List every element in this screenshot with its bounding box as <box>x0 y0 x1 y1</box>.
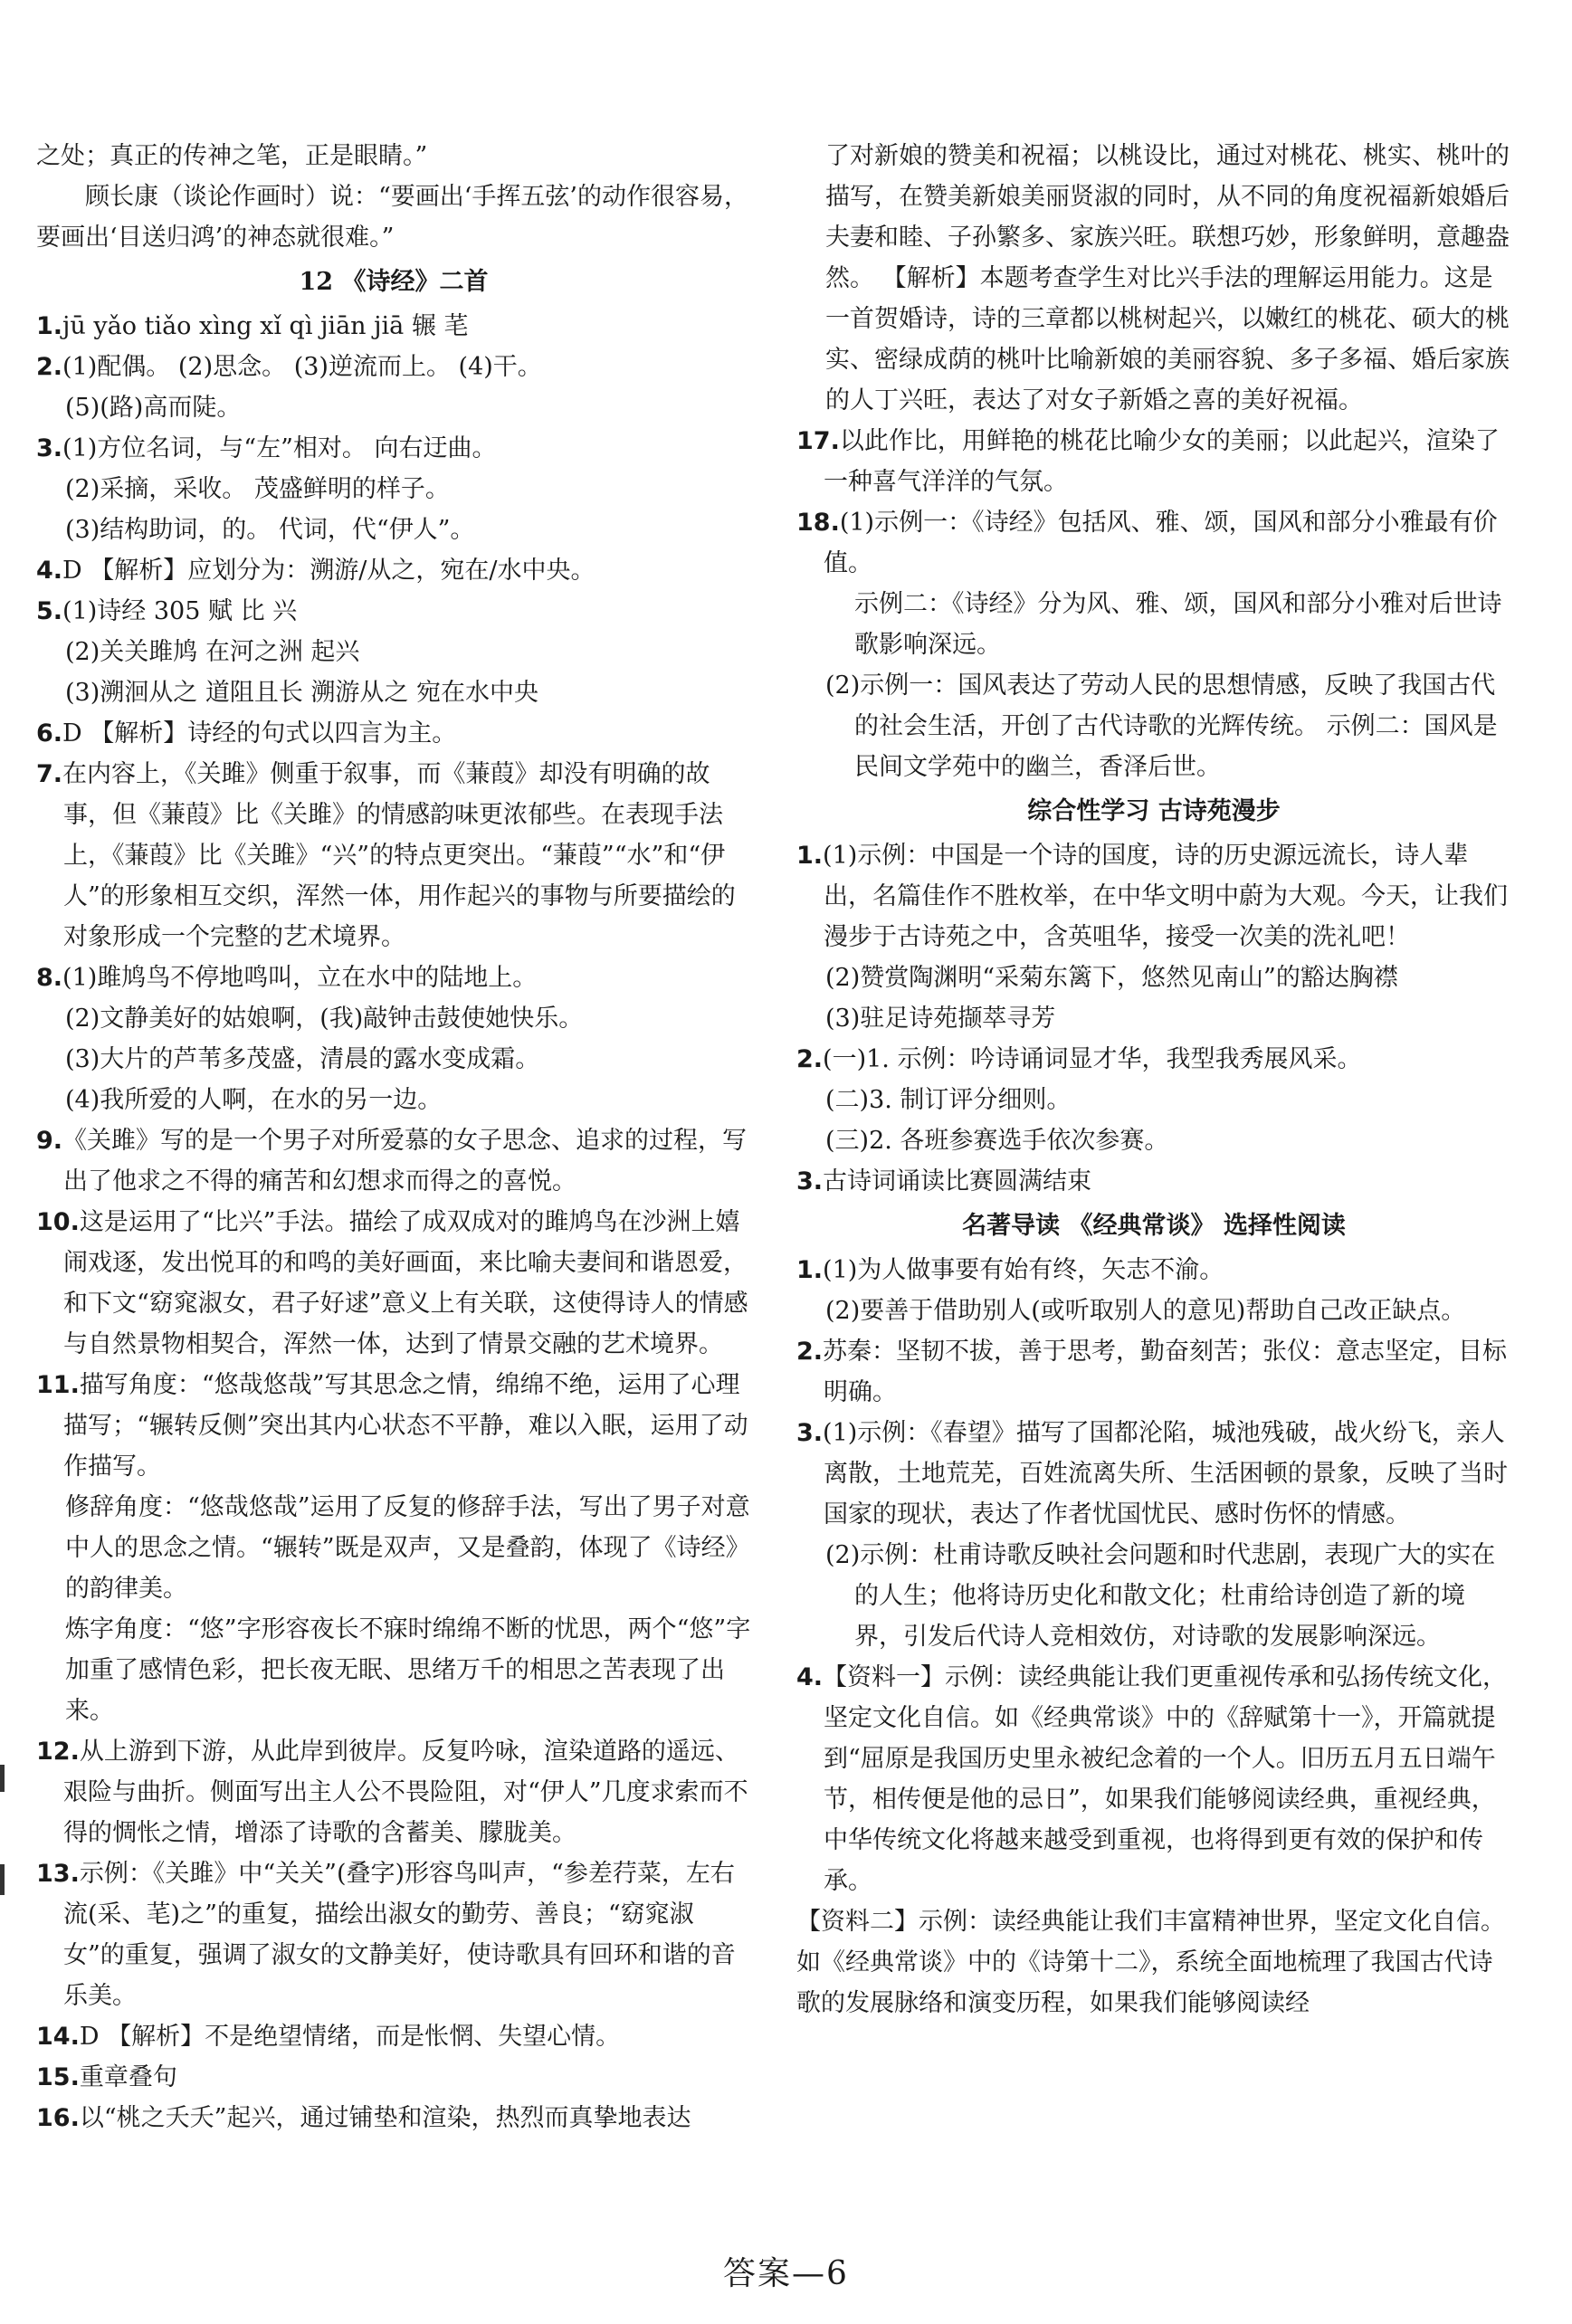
answer-paragraph <box>796 136 1511 421</box>
question-number: 9. <box>36 1127 63 1155</box>
answer-paragraph <box>796 1291 1511 1331</box>
answer-paragraph <box>36 1039 751 1080</box>
answer-paragraph <box>36 1487 751 1609</box>
answer-text: 名著导读 《经典常谈》 选择性阅读 <box>962 1212 1346 1240</box>
answer-paragraph <box>796 998 1511 1039</box>
answer-text: (1)示例：中国是一个诗的国度，诗的历史源远流长，诗人辈出，名篇佳作不胜枚举，在中华文明中蔚为大观。今天，让我们漫步于古诗苑之中，含英咀华，接受一次美的洗礼吧！ <box>823 842 1508 951</box>
question-number: 1. <box>36 312 63 340</box>
question-number: 2. <box>36 353 63 381</box>
answer-text: (4)我所爱的人啊，在水的另一边。 <box>65 1086 443 1114</box>
answer-text: 【资料一】示例：读经典能让我们更重视传承和弘扬传统文化，坚定文化自信。如《经典常谈》中的《辞赋第十一》，开篇就提到“屈原是我国历史里永被纪念着的一个人。旧历五月五日端午节，相传便是他的忌日”，如果我们能够阅读经典，重视经典，中华传统文化将越来越受到重视，也将得到更有效的保护和传承。 <box>823 1663 1508 1895</box>
question-number: 15. <box>36 2063 80 2091</box>
section-heading <box>796 1205 1511 1246</box>
answer-paragraph <box>796 957 1511 998</box>
answer-paragraph <box>796 665 1511 787</box>
answer-paragraph <box>36 1853 751 2016</box>
answer-paragraph <box>36 428 751 469</box>
answer-text: 示例：《关雎》中“关关”(叠字)形容鸟叫声，“参差荇菜，左右流(采、芼)之”的重复，描绘出淑女的勤劳、善良；“窈窕淑女”的重复，强调了淑女的文静美好，使诗歌具有回环和谐的音乐美。 <box>63 1860 736 2010</box>
answer-paragraph <box>796 835 1511 957</box>
answer-paragraph <box>796 1250 1511 1291</box>
answer-text: 示例二：《诗经》分为风、雅、颂，国风和部分小雅对后世诗歌影响深远。 <box>854 590 1502 659</box>
answer-text: 12 《诗经》二首 <box>299 268 489 296</box>
answer-text: (5)(路)高而陡。 <box>65 394 242 422</box>
answer-text: 修辞角度：“悠哉悠哉”运用了反复的修辞手法，写出了男子对意中人的思念之情。“辗转”既是双声，又是叠韵，体现了《诗经》的韵律美。 <box>65 1493 750 1603</box>
scan-edge-mark <box>0 1864 5 1895</box>
answer-text: 重章叠句 <box>79 2063 177 2091</box>
answer-paragraph <box>36 754 751 957</box>
answer-text: 这是运用了“比兴”手法。描绘了成双成对的雎鸠鸟在沙洲上嬉闹戏逐，发出悦耳的和鸣的美好画面，来比喻夫妻间和谐恩爱，和下文“窈窕淑女，君子好逑”意义上有关联，这使得诗人的情感与自然景物相契合，浑然一体，达到了情景交融的艺术境界。 <box>63 1208 748 1358</box>
question-number: 3. <box>796 1419 824 1447</box>
answer-paragraph <box>796 1413 1511 1535</box>
answer-text: 综合性学习 古诗苑漫步 <box>1027 797 1281 825</box>
answer-paragraph <box>796 1161 1511 1202</box>
answer-text: (1)示例：《春望》描写了国都沦陷，城池残破，战火纷飞，亲人离散，土地荒芜，百姓流离失所、生活困顿的景象，反映了当时国家的现状，表达了作者忧国忧民、感时伤怀的情感。 <box>823 1419 1508 1529</box>
answer-paragraph <box>36 1080 751 1120</box>
answer-paragraph <box>796 1039 1511 1080</box>
question-number: 3. <box>36 434 63 462</box>
answer-paragraph <box>796 1535 1511 1657</box>
question-number: 3. <box>796 1167 824 1195</box>
answer-text: D 【解析】诗经的句式以四言为主。 <box>62 719 457 748</box>
answer-paragraph <box>796 1657 1511 1901</box>
answer-paragraph <box>36 136 751 176</box>
answer-paragraph <box>36 469 751 510</box>
answer-paragraph <box>36 2098 751 2138</box>
answer-paragraph <box>36 510 751 550</box>
answer-text: 古诗词诵读比赛圆满结束 <box>823 1167 1092 1195</box>
question-number: 1. <box>796 1256 824 1284</box>
right-column <box>796 136 1511 2024</box>
answer-text: (1)雎鸠鸟不停地鸣叫，立在水中的陆地上。 <box>62 964 538 992</box>
answer-text: D 【解析】应划分为：溯游/从之，宛在/水中央。 <box>62 557 595 585</box>
section-heading <box>36 262 751 302</box>
answer-text: 顾长康（谈论作画时）说：“要画出‘手挥五弦’的动作很容易，要画出‘目送归鸿’的神态就很难。” <box>36 183 748 252</box>
answer-text: (1)为人做事要有始有终，矢志不渝。 <box>823 1256 1224 1284</box>
answer-paragraph <box>796 1120 1511 1161</box>
answer-paragraph <box>36 1365 751 1487</box>
answer-paragraph <box>36 1609 751 1731</box>
answer-text: (二)3. 制订评分细则。 <box>825 1086 1072 1114</box>
answer-text: 之处；真正的传神之笔，正是眼睛。” <box>36 142 428 170</box>
section-heading <box>796 791 1511 832</box>
page-footer: 答案—6 <box>723 2255 849 2292</box>
answer-text: (一)1. 示例：吟诗诵词显才华，我型我秀展风采。 <box>823 1045 1362 1073</box>
answer-text: 苏秦：坚韧不拔，善于思考，勤奋刻苦；张仪：意志坚定，目标明确。 <box>823 1338 1508 1406</box>
answer-paragraph <box>36 713 751 754</box>
question-number: 2. <box>796 1338 824 1366</box>
answer-text: (1)示例一：《诗经》包括风、雅、颂，国风和部分小雅最有价值。 <box>824 509 1498 577</box>
answer-paragraph <box>796 1080 1511 1120</box>
answer-paragraph <box>36 387 751 428</box>
left-column <box>36 136 751 2138</box>
question-number: 5. <box>36 597 63 625</box>
answer-text: (3)结构助词，的。 代词，代“伊人”。 <box>65 516 475 544</box>
answer-text: (2)采摘，采收。 茂盛鲜明的样子。 <box>65 475 450 503</box>
answer-paragraph <box>36 1202 751 1365</box>
question-number: 18. <box>796 509 840 537</box>
answer-paragraph <box>36 176 751 258</box>
question-number: 14. <box>36 2023 80 2051</box>
answer-paragraph <box>796 1331 1511 1413</box>
answer-paragraph <box>796 584 1511 665</box>
answer-text: (1)配偶。 (2)思念。 (3)逆流而上。 (4)干。 <box>62 353 542 381</box>
answer-text: 在内容上，《关雎》侧重于叙事，而《蒹葭》却没有明确的故事，但《蒹葭》比《关雎》的情感韵味更浓郁些。在表现手法上，《蒹葭》比《关雎》“兴”的特点更突出。“蒹葭”“水”和“伊人”的形象相互交织，浑然一体，用作起兴的事物与所要描绘的对象形成一个完整的艺术境界。 <box>62 760 736 951</box>
answer-text: jū yǎo tiǎo xìng xǐ qì jiān jiā 辗 芼 <box>62 312 469 340</box>
answer-text: 《关雎》写的是一个男子对所爱慕的女子思念、追求的过程，写出了他求之不得的痛苦和幻想求而得之的喜悦。 <box>62 1127 748 1195</box>
answer-text: (3)大片的芦苇多茂盛，清晨的露水变成霜。 <box>65 1045 540 1073</box>
answer-text: 炼字角度：“悠”字形容夜长不寐时绵绵不断的忧思，两个“悠”字加重了感情色彩，把长夜无眠、思绪万千的相思之苦表现了出来。 <box>65 1615 751 1725</box>
question-number: 8. <box>36 964 63 992</box>
answer-paragraph <box>36 957 751 998</box>
question-number: 13. <box>36 1860 80 1888</box>
answer-text: (1)方位名词，与“左”相对。 向右迂曲。 <box>62 434 497 462</box>
answer-text: 描写角度：“悠哉悠哉”写其思念之情，绵绵不绝，运用了心理描写；“辗转反侧”突出其内心状态不平静，难以入眠，运用了动作描写。 <box>63 1371 748 1481</box>
answer-text: 从上游到下游，从此岸到彼岸。反复吟咏，渲染道路的遥远、艰险与曲折。侧面写出主人公不畏险阻，对“伊人”几度求索而不得的惆怅之情，增添了诗歌的含蓄美、朦胧美。 <box>63 1738 748 1847</box>
question-number: 10. <box>36 1208 80 1236</box>
answer-text: (2)文静美好的姑娘啊，(我)敲钟击鼓使她快乐。 <box>65 1005 584 1033</box>
answer-paragraph <box>36 2057 751 2098</box>
question-number: 17. <box>796 427 840 455</box>
answer-text: 以“桃之夭夭”起兴，通过铺垫和渲染，热烈而真挚地表达 <box>79 2104 691 2132</box>
answer-paragraph <box>36 1731 751 1853</box>
question-number: 2. <box>796 1045 824 1073</box>
answer-paragraph <box>36 2016 751 2057</box>
answer-paragraph <box>36 306 751 347</box>
question-number: 16. <box>36 2104 80 2132</box>
answer-paragraph <box>36 550 751 591</box>
question-number: 6. <box>36 719 63 748</box>
answer-paragraph <box>36 591 751 632</box>
answer-text: (2)要善于借助别人(或听取别人的意见)帮助自己改正缺点。 <box>825 1297 1466 1325</box>
answer-text: 以此作比，用鲜艳的桃花比喻少女的美丽；以此起兴，渲染了一种喜气洋洋的气氛。 <box>824 427 1500 496</box>
question-number: 7. <box>36 760 63 788</box>
answer-paragraph <box>36 347 751 387</box>
answer-text: (1)诗经 305 赋 比 兴 <box>62 597 298 625</box>
answer-paragraph <box>36 632 751 672</box>
answer-paragraph <box>796 421 1511 502</box>
answer-text: (2)关关雎鸠 在河之洲 起兴 <box>65 638 360 666</box>
question-number: 11. <box>36 1371 80 1399</box>
answer-text: D 【解析】不是绝望情绪，而是怅惘、失望心情。 <box>79 2023 621 2051</box>
answer-paragraph <box>796 1901 1511 2024</box>
question-number: 4. <box>796 1663 824 1691</box>
answer-text: (3)溯洄从之 道阻且长 溯游从之 宛在水中央 <box>65 679 538 707</box>
question-number: 4. <box>36 557 63 585</box>
answer-text: (3)驻足诗苑撷萃寻芳 <box>825 1005 1056 1033</box>
answer-paragraph <box>36 672 751 713</box>
question-number: 1. <box>796 842 824 870</box>
answer-text: (2)赞赏陶渊明“采菊东篱下，悠然见南山”的豁达胸襟 <box>825 964 1398 992</box>
answer-paragraph <box>796 502 1511 584</box>
answer-paragraph <box>36 998 751 1039</box>
question-number: 12. <box>36 1738 80 1766</box>
answer-text: 了对新娘的赞美和祝福；以桃设比，通过对桃花、桃实、桃叶的描写，在赞美新娘美丽贤淑的同时，从不同的角度祝福新娘婚后夫妻和睦、子孙繁多、家族兴旺。联想巧妙，形象鲜明，意趣盎然。 【解析】本题考查学生对比兴手法的理解运用能力。这是一首贺婚诗，诗的三章都以桃树起兴，以嫩红的桃花、硕大的桃实、密绿成荫的桃叶比喻新娘的美丽容貌、多子多福、婚后家族的人丁兴旺，表达了对女子新婚之喜的美好祝福。 <box>825 142 1510 414</box>
answer-text: (三)2. 各班参赛选手依次参赛。 <box>825 1127 1169 1155</box>
answer-paragraph <box>36 1120 751 1202</box>
answer-text: (2)示例一：国风表达了劳动人民的思想情感，反映了我国古代的社会生活，开创了古代诗歌的光辉传统。 示例二：国风是民间文学苑中的幽兰，香泽后世。 <box>825 671 1498 781</box>
answer-text: (2)示例：杜甫诗歌反映社会问题和时代悲剧，表现广大的实在的人生；他将诗历史化和散文化；杜甫给诗创造了新的境界，引发后代诗人竞相效仿，对诗歌的发展影响深远。 <box>825 1541 1496 1651</box>
answer-text: 【资料二】示例：读经典能让我们丰富精神世界，坚定文化自信。如《经典常谈》中的《诗第十二》，系统全面地梳理了我国古代诗歌的发展脉络和演变历程，如果我们能够阅读经 <box>796 1908 1505 2017</box>
scan-edge-mark <box>0 1765 5 1792</box>
